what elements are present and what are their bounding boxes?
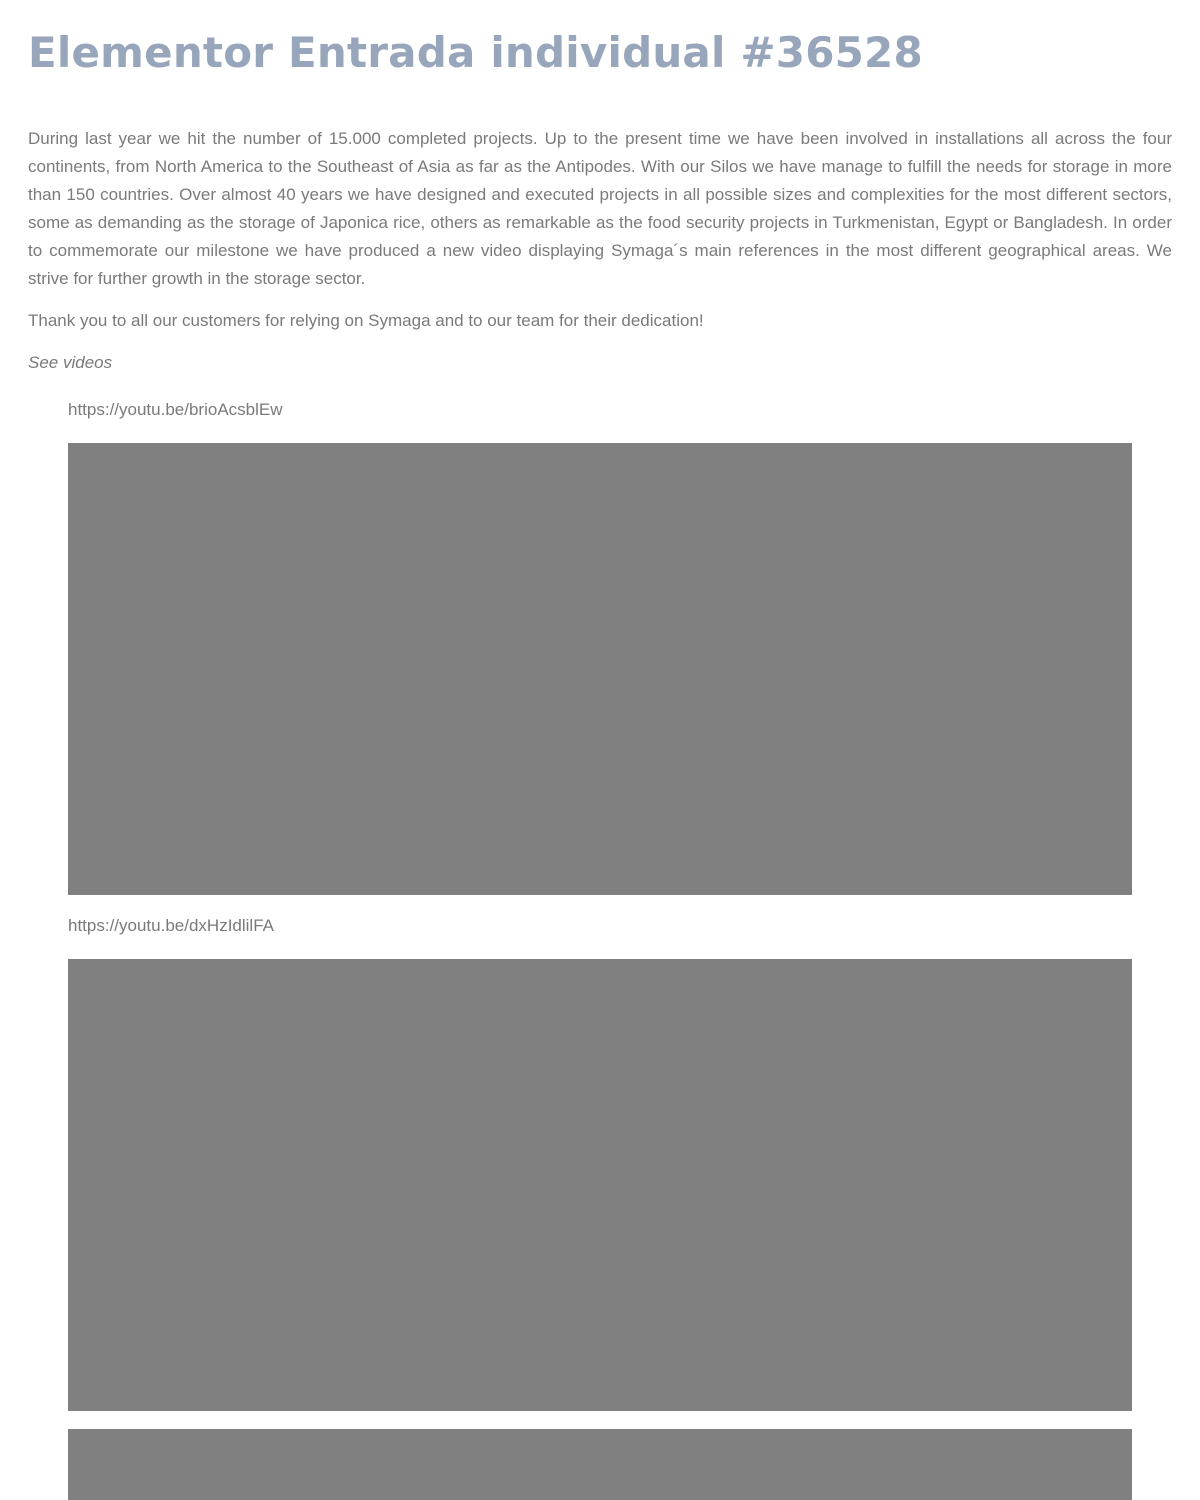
post-body (28, 125, 1172, 377)
video-link-2[interactable]: https://youtu.be/dxHzIdlilFA (68, 916, 274, 935)
video-player-2[interactable] (68, 959, 1132, 1411)
post-paragraph-intro: During last year we hit the number of 15.000 completed projects. Up to the present time we have been involved in installations all across the four continents, from North America to the Southeast of Asia as far as the Antipodes. With our Silos we have manage to fulfill the needs for storage in more than 150 countries. Over almost 40 years we have designed and executed projects in all possible sizes and complexities for the most different sectors, some as demanding as the storage of Japonica rice, others as remarkable as the food security projects in Turkmenistan, Egypt or Bangladesh. In order to commemorate our milestone we have produced a new video displaying Symaga´s main references in the most different geographical areas. We strive for further growth in the storage sector. (28, 129, 1172, 288)
video-player-1[interactable] (68, 443, 1132, 895)
video-player-3[interactable] (68, 1429, 1132, 1500)
video-link-1[interactable]: https://youtu.be/brioAcsblEw (68, 400, 283, 419)
post-paragraph-thanks: Thank you to all our customers for relying on Symaga and to our team for their dedication! (28, 311, 704, 330)
see-videos-label: See videos (28, 353, 113, 372)
page-title: Elementor Entrada individual #36528 (28, 28, 923, 77)
